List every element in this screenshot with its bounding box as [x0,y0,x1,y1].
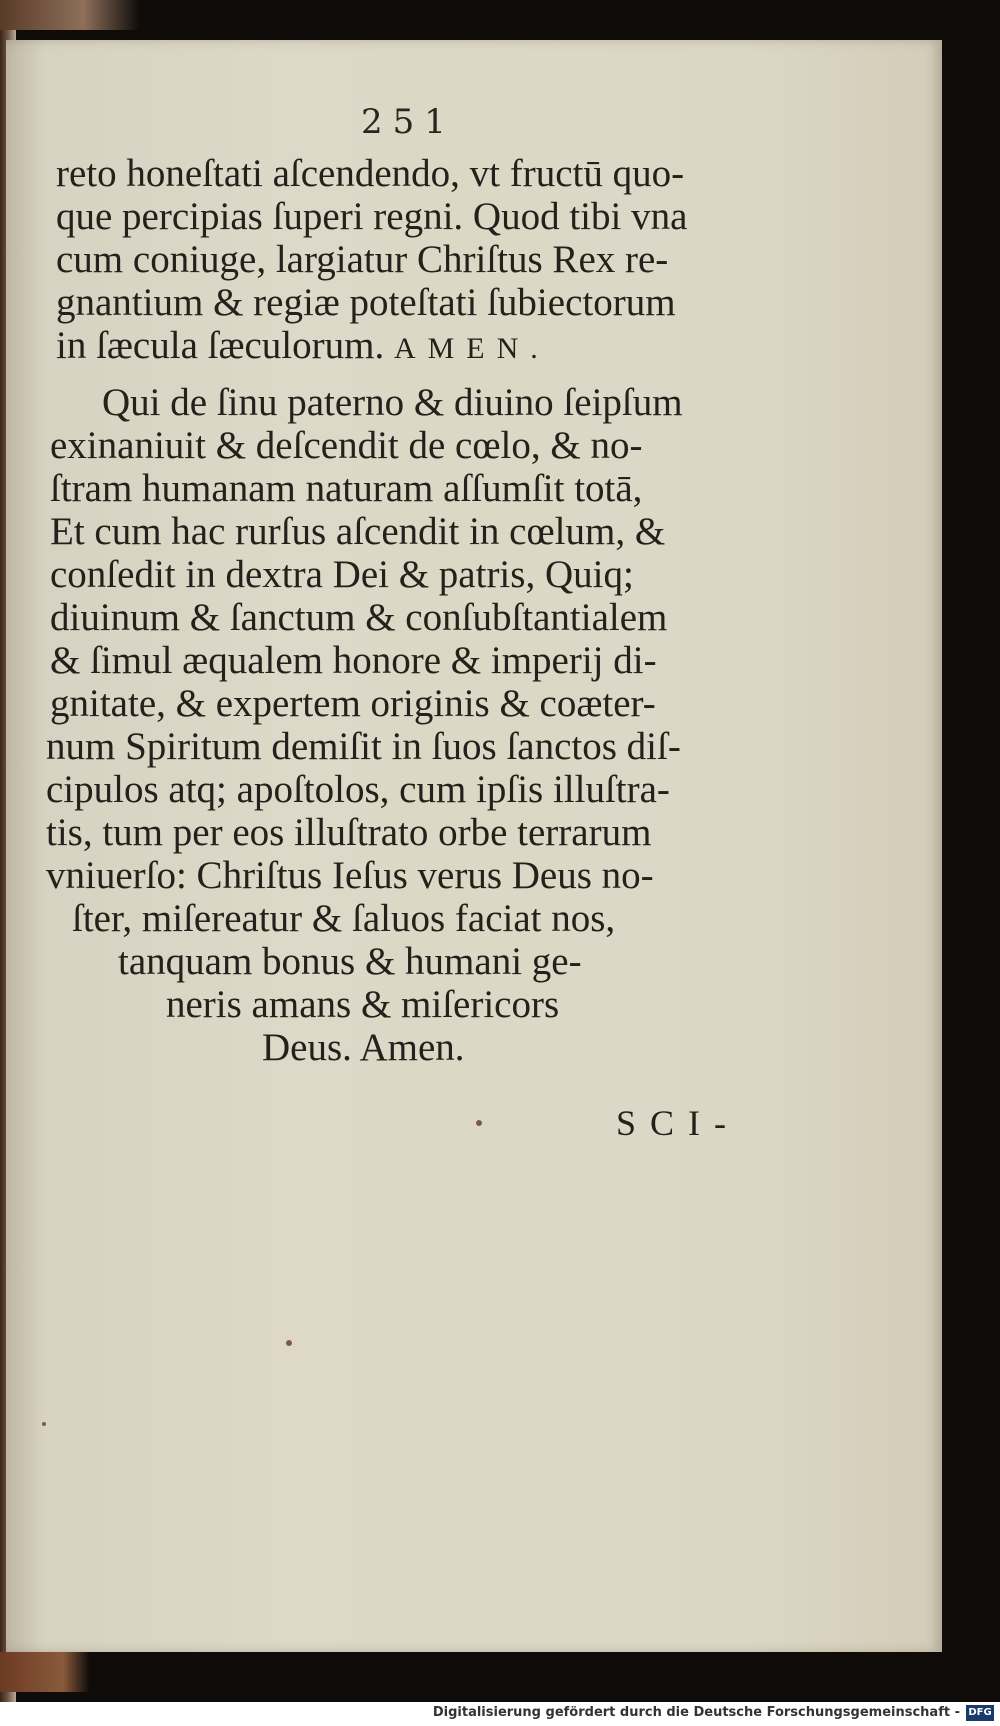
text-line: cipulos atq; apoſtolos, cum ipſis illuſtra- [46,768,670,811]
text-line: que percipias ſuperi regni. Quod tibi vna [56,195,688,238]
funding-credit: Digitalisierung gefördert durch die Deutsche Forschungsgemeinschaft - [432,1705,960,1720]
dfg-logo: DFG [966,1705,994,1721]
text-line: Qui de ſinu paterno & diuino ſeipſum [102,381,683,424]
digitization-footer [0,1702,1000,1726]
text-line-amen [56,324,550,367]
text-line: Deus. Amen. [262,1026,465,1069]
text-line: num Spiritum demiſit in ſuos ſanctos diſ- [46,725,681,768]
text-line: tis, tum per eos illuſtrato orbe terrarum [46,811,652,854]
text-line: diuinum & ſanctum & conſubſtantialem [50,596,668,639]
text-line: tanquam bonus & humani ge- [118,940,582,983]
text-line: conſedit in dextra Dei & patris, Quiq; [50,553,634,596]
text-line: ſter, miſereatur & ſaluos faciat nos, [72,897,616,940]
text-line: & ſimul æqualem honore & imperij di- [50,639,657,682]
text-line: cum coniuge, largiatur Chriſtus Rex re- [56,238,669,281]
binding-strip-top [0,0,140,30]
text-line: exinaniuit & deſcendit de cœlo, & no- [50,424,643,467]
text-line: vniuerſo: Chriſtus Ieſus verus Deus no- [46,854,654,897]
ink-speck [42,1422,46,1426]
binding-strip-bottom [0,1652,90,1692]
text-line: neris amans & miſericors [166,983,560,1026]
text-line: Et cum hac rurſus aſcendit in cœlum, & [50,510,666,553]
ink-speck [286,1340,292,1346]
book-page [6,40,942,1652]
catchword: SCI- [616,1103,741,1143]
text-line: in ſæcula ſæculorum. [56,324,385,367]
amen-smallcaps: AMEN. [393,332,550,365]
text-line: ſtram humanam naturam aſſumſit totā, [50,467,643,510]
text-line: reto honeſtati aſcendendo, vt fructū quo- [56,152,685,195]
ink-speck [476,1120,482,1126]
page-number: 251 [361,102,456,142]
text-line: gnitate, & expertem originis & coæter- [50,682,656,725]
text-line: gnantium & regiæ poteſtati ſubiectorum [56,281,676,324]
